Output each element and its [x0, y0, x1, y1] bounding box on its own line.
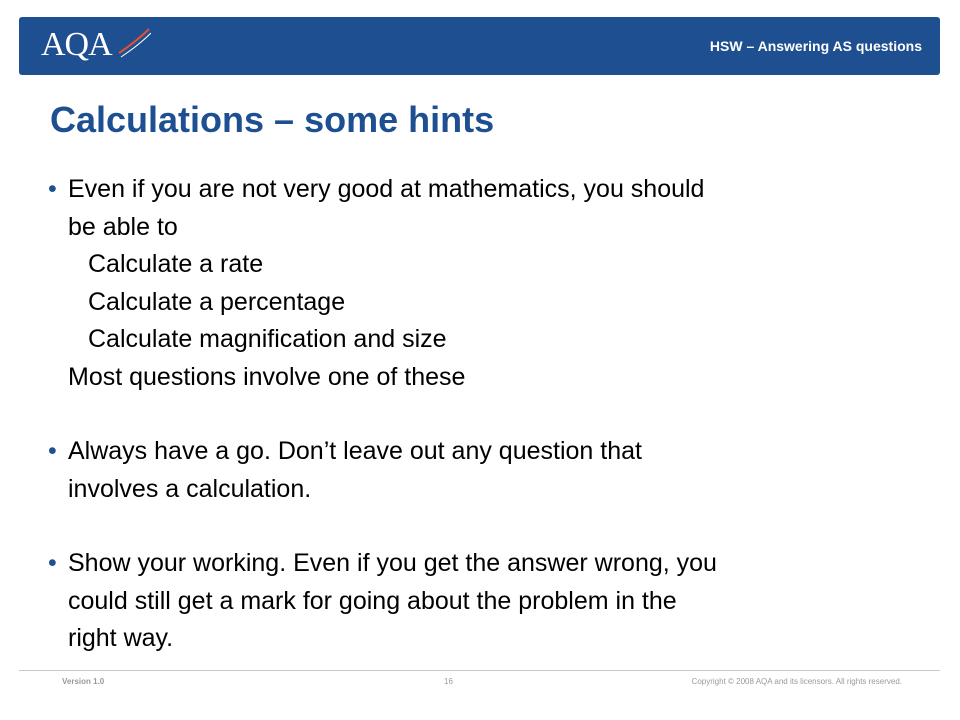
bullet-item-3	[48, 545, 928, 658]
header-bar	[19, 17, 940, 75]
bullet-item-1	[48, 171, 928, 396]
bullet-text-line: involves a calculation.	[68, 474, 312, 503]
bullet-dot: •	[48, 175, 57, 203]
footer-divider	[19, 670, 940, 671]
sub-item: Calculate a percentage	[88, 287, 346, 316]
logo-swoosh-icon	[41, 23, 151, 69]
bullet-text-line: right way.	[68, 624, 174, 652]
page-number: 16	[444, 677, 453, 686]
bullet-dot: •	[48, 549, 57, 577]
footer-copyright: Copyright © 2008 AQA and its licensors. All rights reserved.	[691, 677, 902, 686]
header-title: HSW – Answering AS questions	[709, 38, 922, 54]
footer-version: Version 1.0	[62, 677, 105, 686]
bullet-dot: •	[48, 437, 57, 465]
bullet-item-2	[48, 433, 928, 508]
sub-item: Calculate magnification and size	[88, 325, 447, 353]
logo-text: AQA	[41, 26, 112, 63]
bullet-text-line: Always have a go. Don’t leave out any question that	[68, 437, 642, 465]
bullet-text-line: Even if you are not very good at mathematics, you should	[68, 175, 705, 203]
page-title: Calculations – some hints	[50, 99, 495, 140]
bullet-text-line: be able to	[68, 212, 178, 241]
bullet-note: Most questions involve one of these	[68, 362, 466, 391]
sub-item: Calculate a rate	[88, 250, 264, 278]
slide-content	[48, 171, 928, 658]
aqa-logo	[41, 23, 151, 69]
bullet-text-line: Show your working. Even if you get the answer wrong, you	[68, 549, 717, 577]
bullet-text-line: could still get a mark for going about the problem in the	[68, 586, 677, 615]
